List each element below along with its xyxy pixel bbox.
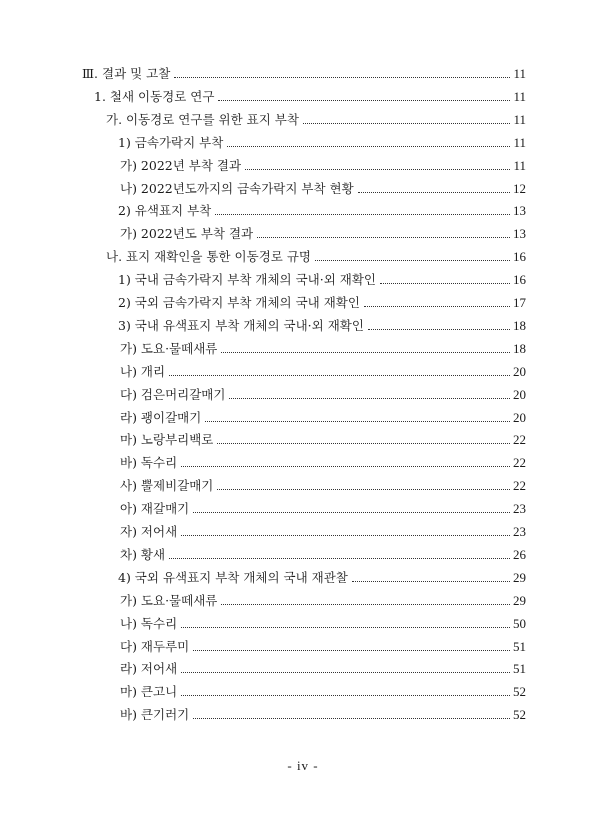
toc-entry-label: 바) 큰기러기 — [120, 707, 190, 723]
toc-entry[interactable] — [120, 637, 526, 657]
toc-entry-page: 51 — [513, 638, 526, 654]
toc-entry[interactable] — [120, 614, 526, 634]
toc-entry-page: 23 — [513, 524, 526, 539]
toc-entry-label: 마) 큰고니 — [120, 684, 178, 700]
dot-leader — [257, 237, 510, 238]
toc-entry[interactable] — [120, 224, 526, 244]
toc-entry-label: 나) 개리 — [120, 363, 166, 379]
dot-leader — [221, 352, 510, 353]
toc-entry[interactable] — [106, 247, 526, 267]
toc-entry-page: 20 — [513, 409, 526, 425]
toc-entry[interactable] — [118, 201, 526, 221]
toc-entry-page: 11 — [513, 88, 526, 104]
dot-leader — [205, 421, 510, 422]
toc-entry[interactable] — [118, 133, 526, 153]
toc-entry[interactable] — [120, 499, 526, 519]
dot-leader — [245, 169, 510, 170]
toc-entry[interactable] — [106, 110, 526, 130]
dot-leader — [181, 535, 510, 536]
toc-entry[interactable] — [120, 430, 526, 450]
toc-entry[interactable] — [120, 362, 526, 382]
toc-entry-page: 22 — [513, 455, 526, 471]
dot-leader — [174, 77, 510, 78]
toc-entry[interactable] — [118, 568, 526, 588]
toc-entry[interactable] — [120, 385, 526, 405]
toc-entry-label: 2) 유색표지 부착 — [118, 203, 212, 219]
toc-entry[interactable] — [120, 453, 526, 473]
toc-entry[interactable] — [120, 156, 526, 176]
toc-entry-page: 29 — [513, 569, 526, 585]
toc-entry-label: 가) 도요·물떼새류 — [120, 340, 218, 356]
dot-leader — [193, 718, 510, 719]
toc-entry-label: 4) 국외 유색표지 부착 개체의 국내 재관찰 — [118, 569, 348, 585]
toc-entry[interactable] — [120, 522, 526, 542]
toc-entry-label: 1. 철새 이동경로 연구 — [94, 88, 215, 104]
toc-entry-label: Ⅲ. 결과 및 고찰 — [82, 66, 171, 81]
dot-leader — [221, 604, 510, 605]
toc-entry-label: 가) 도요·물떼새류 — [120, 592, 218, 608]
toc-entry-page: 13 — [513, 203, 526, 219]
dot-leader — [229, 398, 510, 399]
toc-entry[interactable] — [120, 591, 526, 611]
dot-leader — [215, 214, 510, 215]
toc-entry-page: 26 — [513, 546, 526, 562]
dot-leader — [169, 375, 510, 376]
toc-entry-page: 20 — [513, 363, 526, 379]
toc-entry-page: 20 — [513, 386, 526, 402]
dot-leader — [169, 558, 510, 559]
toc-entry-page: 11 — [513, 66, 526, 81]
toc-entry-label: 자) 저어새 — [120, 524, 178, 539]
toc-entry-label: 3) 국내 유색표지 부착 개체의 국내·외 재확인 — [118, 317, 364, 333]
dot-leader — [368, 329, 510, 330]
toc-entry-page: 17 — [513, 295, 526, 310]
toc-entry-page: 22 — [513, 432, 526, 448]
dot-leader — [181, 627, 510, 628]
toc-entry-label: 다) 재두루미 — [120, 638, 190, 654]
dot-leader — [181, 466, 510, 467]
toc-entry[interactable] — [120, 659, 526, 679]
toc-entry-page: 51 — [513, 661, 526, 677]
toc-entry-label: 라) 괭이갈매기 — [120, 409, 202, 425]
dot-leader — [217, 489, 510, 490]
dot-leader — [218, 100, 510, 101]
toc-entry-label: 1) 국내 금속가락지 부착 개체의 국내·외 재확인 — [118, 272, 376, 288]
dot-leader — [181, 672, 510, 673]
dot-leader — [217, 443, 510, 444]
toc-entry[interactable] — [120, 545, 526, 565]
toc-entry-page: 12 — [513, 180, 526, 196]
toc-entry-page: 11 — [513, 134, 526, 150]
dot-leader — [303, 123, 511, 124]
toc-entry-label: 나) 독수리 — [120, 615, 178, 631]
toc-entry-page: 18 — [513, 317, 526, 333]
dot-leader — [181, 695, 510, 696]
dot-leader — [364, 306, 510, 307]
toc-entry-label: 2) 국외 금속가락지 부착 개체의 국내 재확인 — [118, 295, 360, 310]
toc-entry-page: 13 — [513, 226, 526, 242]
toc-entry-label: 나. 표지 재확인을 통한 이동경로 규명 — [106, 249, 311, 265]
toc-entry-label: 가) 2022년도 부착 결과 — [120, 226, 254, 242]
toc-entry-label: 다) 검은머리갈매기 — [120, 386, 226, 402]
toc-entry[interactable] — [82, 64, 526, 84]
toc-entry-label: 가) 2022년 부착 결과 — [120, 157, 242, 173]
toc-entry[interactable] — [118, 316, 526, 336]
toc-entry[interactable] — [118, 270, 526, 290]
toc-entry-page: 50 — [513, 615, 526, 631]
page-number: - iv - — [287, 758, 319, 773]
toc-entry-page: 29 — [513, 592, 526, 608]
toc-entry-label: 바) 독수리 — [120, 455, 178, 471]
toc-entry[interactable] — [120, 339, 526, 359]
toc-entry-page: 22 — [513, 478, 526, 494]
toc-entry-label: 라) 저어새 — [120, 661, 178, 677]
toc-entry-label: 사) 뿔제비갈매기 — [120, 478, 214, 494]
toc-entry[interactable] — [94, 87, 526, 107]
toc-entry-page: 11 — [513, 111, 526, 127]
toc-entry-page: 16 — [513, 272, 526, 288]
toc-entry-page: 52 — [513, 707, 526, 723]
toc-entry-label: 가. 이동경로 연구를 위한 표지 부착 — [106, 111, 299, 127]
dot-leader — [352, 581, 510, 582]
toc-entry[interactable] — [120, 476, 526, 496]
toc-entry[interactable] — [120, 682, 526, 702]
toc-entry-page: 16 — [513, 249, 526, 265]
toc-entry[interactable] — [120, 705, 526, 725]
toc-entry-page: 11 — [513, 157, 526, 173]
dot-leader — [193, 512, 510, 513]
toc-entry-label: 나) 2022년도까지의 금속가락지 부착 현황 — [120, 180, 354, 196]
toc-entry[interactable] — [118, 293, 526, 313]
dot-leader — [315, 260, 510, 261]
toc-entry-label: 1) 금속가락지 부착 — [118, 134, 224, 150]
toc-entry-page: 18 — [513, 340, 526, 356]
dot-leader — [227, 146, 510, 147]
dot-leader — [380, 283, 510, 284]
dot-leader — [193, 650, 510, 651]
toc-entry[interactable] — [120, 179, 526, 199]
dot-leader — [358, 192, 510, 193]
toc-entry-page: 23 — [513, 501, 526, 517]
toc-entry[interactable] — [120, 408, 526, 428]
toc-entry-label: 마) 노랑부리백로 — [120, 432, 214, 448]
toc-entry-label: 차) 황새 — [120, 546, 166, 562]
toc-entry-page: 52 — [513, 684, 526, 700]
toc-entry-label: 아) 재갈매기 — [120, 501, 190, 517]
